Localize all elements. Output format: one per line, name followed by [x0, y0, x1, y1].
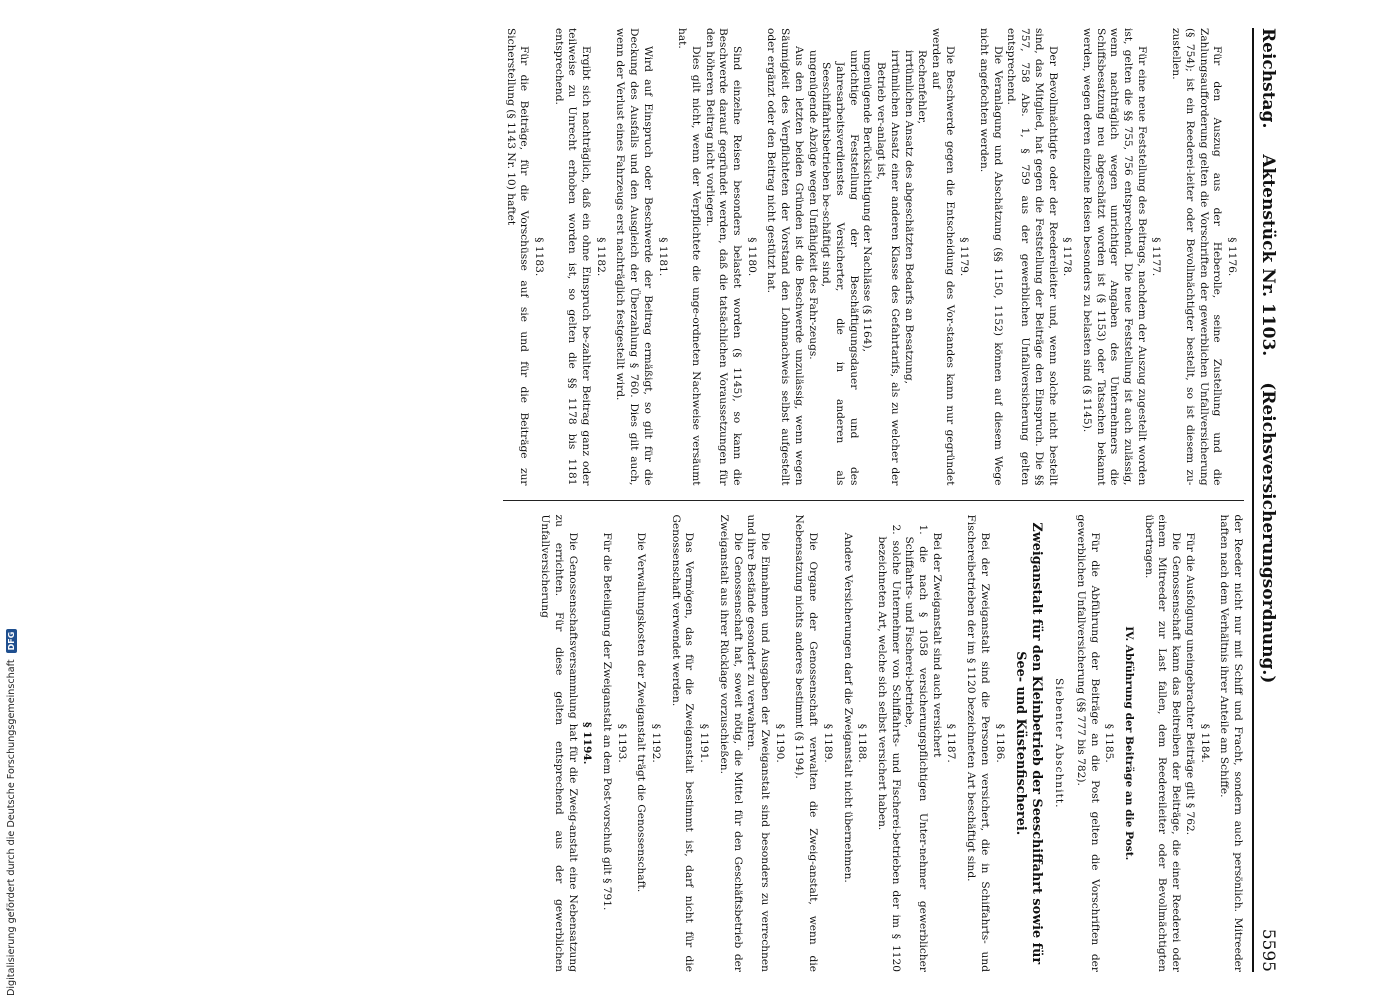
header-document-number: Aktenstück Nr. 1103. — [1258, 154, 1278, 357]
section-1187-item: 2. solche Unternehmer von Schiffahrts- und Fischerei-betrieben der im § 1120 bezeichneten Art, welche sich selbst versichert haben. — [875, 524, 902, 972]
section-1180-heading: § 1180. — [745, 237, 758, 277]
section-1185-text: Für die Abführung der Beiträge an die Post gelten die Vorschriften der gewerblichen Unfallversicherung (§§ 777 bis 782). — [1074, 514, 1101, 972]
section-1179-item: irrtümlichen Ansatz des abgeschätzten Bedarfs an Besatzung, — [902, 50, 915, 385]
chapter-iv-heading: IV. Abführung der Beiträge an die Post. — [1123, 626, 1136, 861]
section-1187-item: 1. die nach § 1058 versicherungspflichtigen Unter-nehmer gewerblicher Schiffahrts- und Fischerei-betriebe, — [903, 524, 930, 972]
section-1194-text: Die Genossenschaftsversammlung hat für die Zweig-anstalt eine Nebensatzung zu errichten. Für diese gelten entsprechend aus der gewerblichen Unfallversicherung — [539, 514, 579, 972]
section-1185-heading: § 1185. — [1103, 723, 1116, 763]
section-1184-text-a: Für die Ausfolgung uneingebrachter Beiträge gilt § 762. — [1183, 532, 1196, 836]
section-1179-item: ungenügende Abzüge wegen Unfähigkeit des Fahr-zeugs. — [806, 50, 819, 360]
section-1181-text: Wird auf Einspruch oder Beschwerde der Beitrag ermäßigt, so gilt für die Deckung des Ausfalls und den Ausgleich der Überzahlung § 760. Dies gilt auch, wenn der Verlust eines Fahrzeugs erst nachträglich festgestellt wird. — [614, 28, 654, 486]
section-1180-text-b: Dies gilt nicht, wenn der Verpflichtete die unge-ordneten Nachweise versäumt hat. — [676, 28, 702, 486]
section-1179-text: Die Beschwerde gegen die Entscheidung des Vor-standes kann nur gegründet werden auf — [929, 28, 956, 486]
section-1183-heading: § 1183. — [532, 237, 545, 277]
subsection-heading: Siebenter Abschnitt. — [1053, 678, 1066, 809]
section-1187-heading: § 1187. — [945, 723, 958, 763]
section-1184-text-b: Die Genossenschaft kann das Beitreiben der Beiträge, die einer Reederei oder einem Mitreeder zur Last fallen, dem Reedereileiter oder Bevollmächtigten übertragen. — [1142, 514, 1183, 972]
section-1179-item: irrtümlichen Ansatz einer anderen Klasse des Gefahrtarifs, als zu welcher der Betrieb ver-anlagt ist, — [875, 50, 901, 486]
section-1187-text: Bei der Zweiganstalt sind auch versichert — [930, 532, 943, 758]
section-1191-heading: § 1191. — [698, 723, 711, 763]
section-1191-text: Das Vermögen, das für die Zweiganstalt bestimmt ist, darf nicht für die Genossenschaft verwendet werden. — [669, 514, 696, 972]
header-subtitle: (Reichsversicherungsordnung.) — [1258, 382, 1278, 684]
section-1179-item: Rechenfehler, — [916, 50, 929, 125]
section-1179-text-b: Aus den letzten beiden Gründen ist die Beschwerde unzulässig, wenn wegen Säumigkeit des Verpflichteten der Vorstand den Lohnnachweis selbst aufgestellt oder ergänzt oder den Beitrag nicht gestützt hat. — [765, 28, 805, 486]
section-1190-heading: § 1190. — [773, 723, 786, 763]
section-1190-text-b: Die Genossenschaft hat, soweit nötig, die Mittel für den Geschäftsbetrieb der Zweiganstalt aus ihrer Rücklage vorzuschießen. — [717, 514, 744, 972]
section-1182-text: Ergibt sich nachträglich, daß ein ohne Einspruch be-zahlter Beitrag ganz oder teilweise zu Unrecht erhoben worden ist, so gelten die §§ 1178 bis 1181 entsprechend. — [552, 28, 593, 486]
section-1176-text: Für den Auszug aus der Heberolle, seine Zustellung und die Zahlungsaufforderung gelten die Vorschriften der gewerblichen Unfallversicherung (§ 754); ist ein Reederei-leiter oder Bevollmächtigter bestellt, so ist diesem zu-zustellen. — [1170, 28, 1224, 486]
section-1193-heading: § 1193. — [615, 723, 628, 763]
section-1193-text: Für die Beteiligung der Zweiganstalt an dem Post-vorschuß gilt § 791. — [600, 532, 613, 911]
two-column-body — [503, 28, 1244, 972]
section-1186-heading: § 1186. — [993, 723, 1006, 763]
continuation-text: der Reeder nicht nur mit Schiff und Fracht, sondern auch persönlich. Mitreeder haften nach dem Verhältnis ihrer Anteile am Schiffe. — [1218, 514, 1244, 972]
section-1179-item: ungenügende Berücksichtigung der Nachlässe (§ 1164), — [861, 50, 874, 353]
dfg-logo: DFG — [6, 629, 17, 654]
section-1177-text: Für eine neue Feststellung des Beitrags, nachdem der Auszug zugestellt worden ist, gelten die §§ 755, 756 entsprechend. Die neue Feststellung ist auch zulässig, wenn nachträglich wegen unrichtiger Angaben des Unternehmers die Schiffsbesatzung neu abgeschätzt worden ist (§ 1153) oder Tatsachen bekannt werden, wegen deren einzelne Reisen besonders zu belasten sind (§ 1145). — [1080, 28, 1148, 486]
section-1179-item: unrichtige Feststellung der Beschäftigungsdauer und des Jahresarbeitsverdienstes Versicherter, die in anderen als Seeschiffahrtsbetrieben be-schäftigt sind, — [820, 50, 860, 486]
section-1192-text: Die Verwaltungskosten der Zweiganstalt trägt die Genossenschaft. — [635, 532, 648, 893]
section-1177-heading: § 1177. — [1150, 237, 1163, 277]
section-1178-heading: § 1178. — [1061, 237, 1074, 277]
part-heading: Zweiganstalt für den Kleinbetrieb der Seeschiffahrt sowie für See- und Küstenfischerei. — [1012, 522, 1044, 965]
section-1179-heading: § 1179. — [958, 237, 971, 277]
left-column — [503, 28, 1244, 486]
section-1189-text: Die Organe der Genossenschaft verwalten die Zweig-anstalt, wenn die Nebensatzung nichts anderes bestimmt (§ 1194). — [793, 514, 820, 972]
right-column — [503, 515, 1244, 973]
section-1181-heading: § 1181. — [656, 237, 669, 277]
digitization-attribution — [6, 629, 17, 996]
page-content — [503, 28, 1278, 972]
section-1190-text-a: Die Einnahmen und Ausgaben der Zweiganstalt sind besonders zu verrechnen und ihre Bestände gesondert zu verwahren. — [745, 514, 772, 972]
section-1188-text: Andere Versicherungen darf die Zweiganstalt nicht übernehmen. — [841, 532, 854, 883]
header-title: Reichstag. — [1258, 28, 1278, 129]
section-1194-heading: § 1194. — [581, 722, 594, 765]
section-1178-text-a: Der Bevollmächtigte oder der Reedereileiter und, wenn solche nicht bestellt sind, das Mitglied, hat gegen die Feststellung der Beiträge den Einspruch. Die §§ 757, 758 Abs. 1, § 759 aus der gewerblichen Unfallversicherung gelten entsprechend. — [1005, 28, 1059, 486]
column-divider — [503, 500, 1244, 501]
section-1188-heading: § 1188. — [856, 723, 869, 763]
page-number: 5595 — [1258, 928, 1278, 972]
section-1176-heading: § 1176. — [1226, 237, 1238, 277]
section-1178-text-b: Die Veranlagung und Abschätzung (§§ 1150, 1152) können auf diesem Wege nicht angefochten werden. — [978, 28, 1004, 486]
section-1184-heading: § 1184. — [1198, 723, 1211, 763]
section-1192-heading: § 1192. — [650, 723, 663, 763]
rotated-scanned-page — [90, 0, 1300, 1000]
section-1183-text: Für die Beiträge, für die Vorschüsse auf sie und für die Beiträge zur Sicherstellung (§ 1143 Nr. 10) haftet — [504, 28, 531, 486]
section-1180-text-a: Sind einzelne Reisen besonders belastet worden (§ 1145), so kann die Beschwerde darauf gegründet werden, daß die tatsächlichen Voraussetzungen für den höheren Beitrag nicht vorliegen. — [703, 28, 744, 486]
section-1182-heading: § 1182. — [594, 237, 607, 277]
attribution-text: Digitalisierung gefördert durch die Deutsche Forschungsgemeinschaft — [6, 659, 17, 996]
page-header — [1252, 28, 1278, 972]
section-1189-heading: § 1189. — [821, 723, 834, 763]
section-1186-text: Bei der Zweiganstalt sind die Personen versichert, die in Schiffahrts- und Fischereibetrieben der im § 1120 bezeichneten Art beschäftigt sind. — [965, 514, 991, 972]
